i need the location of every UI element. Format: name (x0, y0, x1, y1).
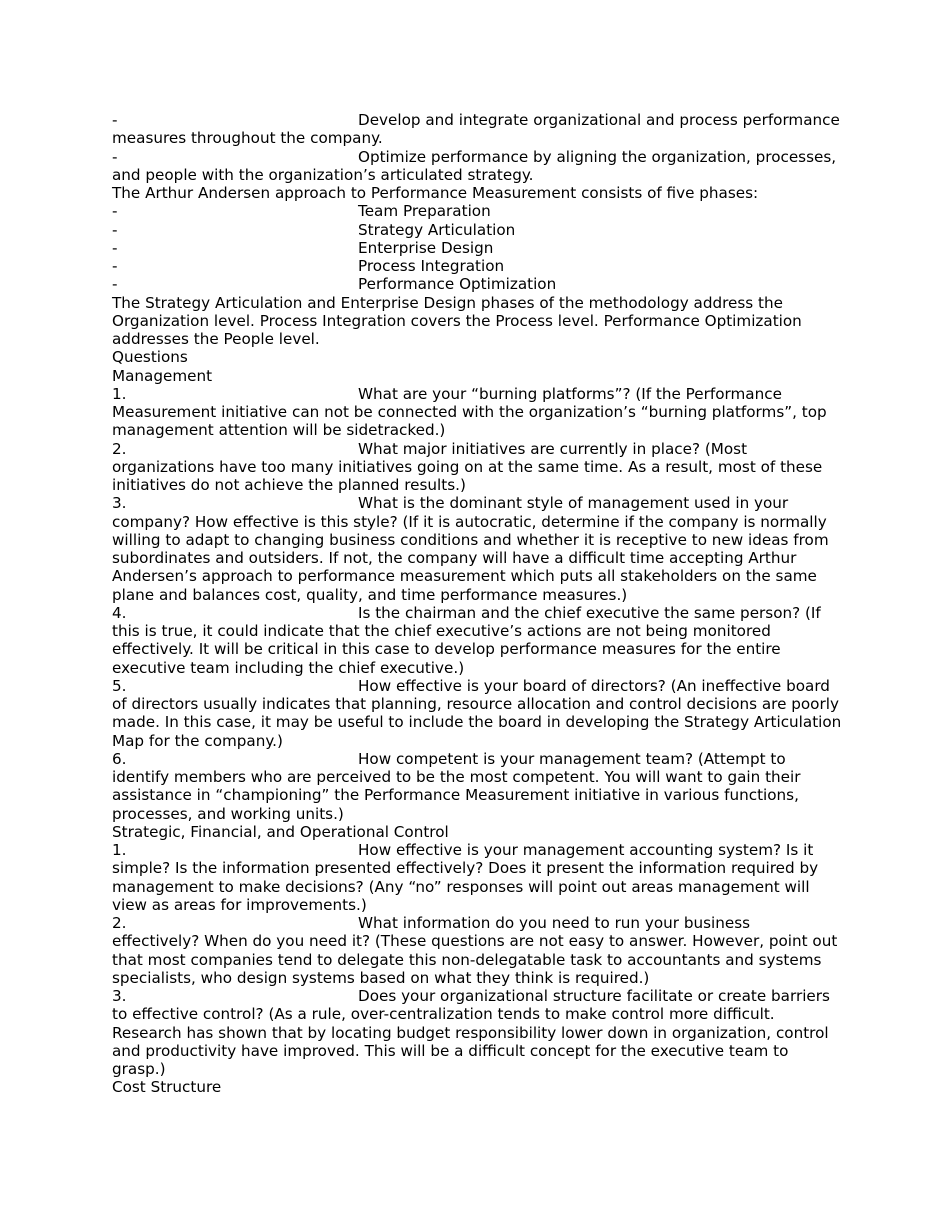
question-text: How competent is your management team? (Attempt to identify members who are perceived to be the most competent. You will want to gain their assistance in “championing” the Performance Measurement initiative in various functions, processes, and working units.) (112, 749, 801, 823)
section-heading-questions: Questions (112, 348, 188, 367)
bullet-text: Develop and integrate organizational and process performance measures throughout the company. (112, 111, 840, 148)
question-number: 2. (112, 914, 127, 932)
question-number: 4. (112, 603, 127, 622)
section-heading-management: Management (112, 366, 213, 385)
question-number: 2. (112, 439, 127, 458)
bullet-item-develop-measures (112, 111, 842, 148)
phase-text: Strategy Articulation (358, 220, 516, 239)
question-item (112, 677, 842, 750)
bullet-item-optimize-performance (112, 148, 842, 185)
phase-item-performance-optimization (112, 275, 842, 293)
bullet-marker: - (112, 147, 118, 166)
question-number: 1. (112, 841, 127, 859)
bullet-marker: - (112, 238, 118, 257)
question-text: What is the dominant style of management used in your company? How effective is this style? (If it is autocratic, determine if the company is normally willing to adapt to changing business conditions and whether it is receptive to new ideas from subordinates and outsiders. If not, the company will have a difficult time accepting Arthur Andersen’s approach to performance measurement which puts all stakeholders on the same plane and balances cost, quality, and time performance measures.) (112, 494, 829, 604)
question-number: 3. (112, 494, 127, 513)
phase-text: Performance Optimization (358, 275, 557, 294)
question-item (112, 440, 842, 495)
phase-text: Process Integration (358, 257, 505, 275)
phase-text: Enterprise Design (358, 238, 494, 257)
question-item (112, 987, 842, 1078)
section-heading-control: Strategic, Financial, and Operational Control (112, 822, 449, 841)
phase-item-enterprise-design (112, 239, 842, 257)
approach-intro-paragraph: The Arthur Andersen approach to Performance Measurement consists of five phases: (112, 184, 759, 202)
question-item (112, 604, 842, 677)
phase-item-team-preparation (112, 202, 842, 220)
bullet-marker: - (112, 275, 118, 294)
bullet-marker: - (112, 111, 118, 129)
question-text: Is the chairman and the chief executive the same person? (If this is true, it could indicate that the chief executive’s actions are not being monitored effectively. It will be critical in this case to develop performance measures for the entire executive team including the chief executive.) (112, 603, 821, 677)
bullet-text: Optimize performance by aligning the organization, processes, and people with the organization’s articulated strategy. (112, 147, 837, 184)
question-number: 3. (112, 987, 127, 1005)
phases-levels-paragraph: The Strategy Articulation and Enterprise Design phases of the methodology address the Organization level. Process Integration covers the Process level. Performance Optimization addresses the People level. (112, 293, 802, 348)
question-text: What information do you need to run your business effectively? When do you need it? (These questions are not easy to answer. However, point out that most companies tend to delegate this non-delegatable task to accountants and systems specialists, who design systems based on what they think is required.) (112, 914, 838, 987)
question-number: 5. (112, 676, 127, 695)
phase-text: Team Preparation (358, 202, 491, 221)
question-item (112, 750, 842, 823)
bullet-marker: - (112, 202, 118, 221)
question-text: Does your organizational structure facilitate or create barriers to effective control? (As a rule, over-centralization tends to make control more difficult. Research has shown that by locating budget responsibility lower down in organization, control and productivity have improved. This will be a difficult concept for the executive team to grasp.) (112, 987, 830, 1078)
phase-item-strategy-articulation (112, 221, 842, 239)
question-text: How effective is your board of directors? (An ineffective board of directors usually indicates that planning, resource allocation and control decisions are poorly made. In this case, it may be useful to include the board in developing the Strategy Articulation Map for the company.) (112, 676, 842, 750)
question-item (112, 914, 842, 987)
bullet-marker: - (112, 220, 118, 239)
question-number: 6. (112, 749, 127, 768)
question-text: What major initiatives are currently in place? (Most organizations have too many initiatives going on at the same time. As a result, most of these initiatives do not achieve the planned results.) (112, 439, 823, 494)
question-text: What are your “burning platforms”? (If the Performance Measurement initiative can not be connected with the organization’s “burning platforms”, top management attention will be sidetracked.) (112, 384, 827, 440)
question-text: How effective is your management accounting system? Is it simple? Is the information presented effectively? Does it present the information required by management to make decisions? (Any “no” responses will point out areas management will view as areas for improvements.) (112, 841, 819, 914)
question-number: 1. (112, 384, 127, 403)
document-page (112, 111, 842, 1097)
question-item (112, 841, 842, 914)
question-item (112, 385, 842, 440)
section-heading-cost-structure: Cost Structure (112, 1078, 222, 1097)
bullet-marker: - (112, 257, 118, 275)
phase-item-process-integration (112, 257, 842, 275)
question-item (112, 494, 842, 604)
